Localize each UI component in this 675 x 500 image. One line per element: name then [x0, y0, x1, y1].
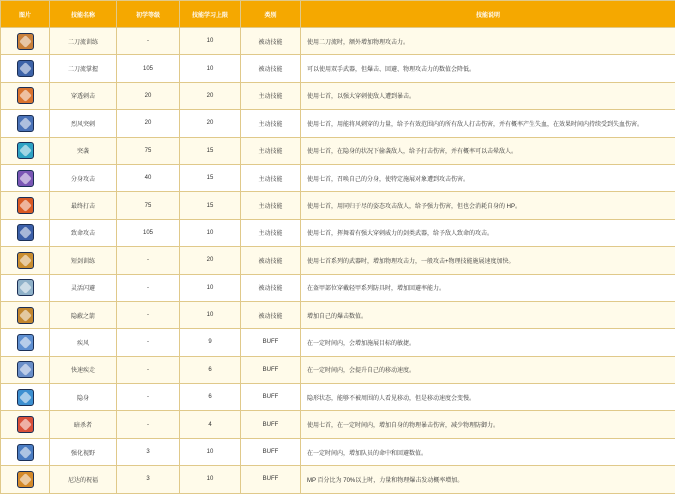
gale-icon	[17, 334, 34, 351]
skill-description: 使用七首，召唤自己的分身，使特定施展对象遭到攻击伤害。	[301, 164, 675, 191]
skill-category: 被动技能	[241, 28, 301, 55]
start-level: -	[117, 274, 180, 301]
skill-name: 灵活闪避	[50, 274, 117, 301]
skill-category: 主动技能	[241, 192, 301, 219]
table-row	[1, 82, 675, 109]
gale-assault-icon	[17, 115, 34, 132]
max-level: 15	[180, 137, 241, 164]
skill-description: 使用七首，挥舞着有强大穿刺威力的剑类武器，给予敌人致命的攻击。	[301, 219, 675, 246]
skill-description: 使用七首，用能将风刺穿的力量，给予有效范围内的所有敌人打击伤害，并有概率产生失血，在效果时间内持续受到失血伤害。	[301, 110, 675, 137]
skill-category: 主动技能	[241, 110, 301, 137]
skill-description: 使用七首，用同归于尽的姿态攻击敌人，给予强力伤害，但也会消耗自身的 HP。	[301, 192, 675, 219]
nida-blessing-icon	[17, 471, 34, 488]
skill-description: 使用七首，在隐身的状况下偷袭敌人，给予打击伤害，并有概率可以击晕敌人。	[301, 137, 675, 164]
max-level: 20	[180, 110, 241, 137]
stealth-icon	[17, 389, 34, 406]
skill-description: 使用七首系列的武器时，增加物理攻击力，一般攻击+物理技能施展速度加快。	[301, 247, 675, 274]
enhanced-vision-icon	[17, 444, 34, 461]
fatal-attack-icon	[17, 224, 34, 241]
skill-category: 被动技能	[241, 274, 301, 301]
skill-icon-cell	[1, 55, 50, 82]
table-row	[1, 247, 675, 274]
skill-name: 尼达的祝福	[50, 466, 117, 493]
skill-name: 烈风突刺	[50, 110, 117, 137]
skill-icon-cell	[1, 466, 50, 493]
skill-icon-cell	[1, 219, 50, 246]
skill-name: 暗杀者	[50, 411, 117, 438]
start-level: 20	[117, 110, 180, 137]
skill-description: MP 百分比为 70%以上时，力量和物理爆击发动概率增加。	[301, 466, 675, 493]
header-description: 技能说明	[301, 1, 675, 28]
max-level: 10	[180, 466, 241, 493]
skill-description: 可以使用双手武器，但爆击、回避、物理攻击力的数值会降低。	[301, 55, 675, 82]
header-start-level: 初学等级	[117, 1, 180, 28]
skill-category: BUFF	[241, 329, 301, 356]
skill-category: 主动技能	[241, 219, 301, 246]
skill-description: 在一定时间内，会增加施展目标的敏捷。	[301, 329, 675, 356]
ambush-icon	[17, 142, 34, 159]
max-level: 10	[180, 438, 241, 465]
table-row	[1, 219, 675, 246]
skill-icon-cell	[1, 384, 50, 411]
start-level: 105	[117, 219, 180, 246]
start-level: 3	[117, 466, 180, 493]
skill-name: 突袭	[50, 137, 117, 164]
max-level: 9	[180, 329, 241, 356]
skill-description: 隐形状态，能够不被周围的人看见移动，但是移动速度会变慢。	[301, 384, 675, 411]
dual-sword-training-icon	[17, 33, 34, 50]
max-level: 10	[180, 55, 241, 82]
skill-icon-cell	[1, 356, 50, 383]
start-level: -	[117, 301, 180, 328]
table-row	[1, 192, 675, 219]
start-level: 75	[117, 137, 180, 164]
skill-icon-cell	[1, 274, 50, 301]
quick-dash-icon	[17, 361, 34, 378]
skill-category: BUFF	[241, 438, 301, 465]
skill-description: 使用二刀流时，额外增加物理攻击力。	[301, 28, 675, 55]
hidden-blade-icon	[17, 307, 34, 324]
max-level: 10	[180, 274, 241, 301]
start-level: -	[117, 329, 180, 356]
start-level: -	[117, 247, 180, 274]
skill-name: 二刀流掌握	[50, 55, 117, 82]
skill-name: 强化视野	[50, 438, 117, 465]
skill-category: 主动技能	[241, 82, 301, 109]
skill-name: 致命攻击	[50, 219, 117, 246]
table-row	[1, 164, 675, 191]
skill-category: 主动技能	[241, 137, 301, 164]
table-row	[1, 274, 675, 301]
skill-name: 分身攻击	[50, 164, 117, 191]
table-row	[1, 28, 675, 55]
table-row	[1, 466, 675, 493]
start-level: -	[117, 356, 180, 383]
skill-category: BUFF	[241, 356, 301, 383]
skill-icon-cell	[1, 137, 50, 164]
skill-name: 最终打击	[50, 192, 117, 219]
skill-icon-cell	[1, 82, 50, 109]
table-row	[1, 411, 675, 438]
skill-name: 隐蔽之箭	[50, 301, 117, 328]
table-row	[1, 55, 675, 82]
table-header-row	[1, 1, 675, 28]
max-level: 20	[180, 82, 241, 109]
table-row	[1, 301, 675, 328]
skill-icon-cell	[1, 438, 50, 465]
skill-description: 在一定时间内，会提升自己的移动速度。	[301, 356, 675, 383]
skill-icon-cell	[1, 247, 50, 274]
agile-dodge-icon	[17, 279, 34, 296]
skill-description: 增加自己的爆击数值。	[301, 301, 675, 328]
skill-category: BUFF	[241, 411, 301, 438]
skill-icon-cell	[1, 164, 50, 191]
skill-category: 被动技能	[241, 247, 301, 274]
max-level: 10	[180, 28, 241, 55]
skill-name: 快速疾走	[50, 356, 117, 383]
header-max-level: 技能学习上限	[180, 1, 241, 28]
skill-description: 在一定时间内，增加队员的命中和回避数值。	[301, 438, 675, 465]
max-level: 10	[180, 219, 241, 246]
skill-name: 疾风	[50, 329, 117, 356]
dual-sword-mastery-icon	[17, 60, 34, 77]
skill-description: 使用七首，在一定时间内，增加自身的物理暴击伤害，减少物理防御力。	[301, 411, 675, 438]
start-level: 105	[117, 55, 180, 82]
skill-name: 二刀流训练	[50, 28, 117, 55]
max-level: 20	[180, 247, 241, 274]
piercing-stab-icon	[17, 87, 34, 104]
max-level: 15	[180, 192, 241, 219]
skill-icon-cell	[1, 411, 50, 438]
skill-icon-cell	[1, 329, 50, 356]
max-level: 10	[180, 301, 241, 328]
start-level: 3	[117, 438, 180, 465]
skill-icon-cell	[1, 301, 50, 328]
skill-name: 穿透刺击	[50, 82, 117, 109]
skill-icon-cell	[1, 110, 50, 137]
skill-description: 使用七首，以强大穿刺使敌人遭到暴击。	[301, 82, 675, 109]
start-level: -	[117, 411, 180, 438]
header-image: 图片	[1, 1, 50, 28]
max-level: 15	[180, 164, 241, 191]
clone-attack-icon	[17, 170, 34, 187]
table-row	[1, 329, 675, 356]
dagger-training-icon	[17, 252, 34, 269]
table-row	[1, 384, 675, 411]
header-category: 类别	[241, 1, 301, 28]
table-row	[1, 137, 675, 164]
skill-category: 主动技能	[241, 164, 301, 191]
start-level: -	[117, 28, 180, 55]
final-strike-icon	[17, 197, 34, 214]
skill-category: 被动技能	[241, 301, 301, 328]
max-level: 6	[180, 384, 241, 411]
skill-description: 在盔甲部位穿戴轻甲系列防具时，增加回避率能力。	[301, 274, 675, 301]
table-row	[1, 356, 675, 383]
skill-icon-cell	[1, 28, 50, 55]
skill-icon-cell	[1, 192, 50, 219]
start-level: -	[117, 384, 180, 411]
start-level: 75	[117, 192, 180, 219]
max-level: 6	[180, 356, 241, 383]
max-level: 4	[180, 411, 241, 438]
start-level: 40	[117, 164, 180, 191]
skill-category: BUFF	[241, 466, 301, 493]
skill-category: 被动技能	[241, 55, 301, 82]
start-level: 20	[117, 82, 180, 109]
assassin-icon	[17, 416, 34, 433]
skill-name: 短剑训练	[50, 247, 117, 274]
table-row	[1, 110, 675, 137]
skill-name: 隐身	[50, 384, 117, 411]
skill-category: BUFF	[241, 384, 301, 411]
table-row	[1, 438, 675, 465]
header-skill-name: 技能名称	[50, 1, 117, 28]
